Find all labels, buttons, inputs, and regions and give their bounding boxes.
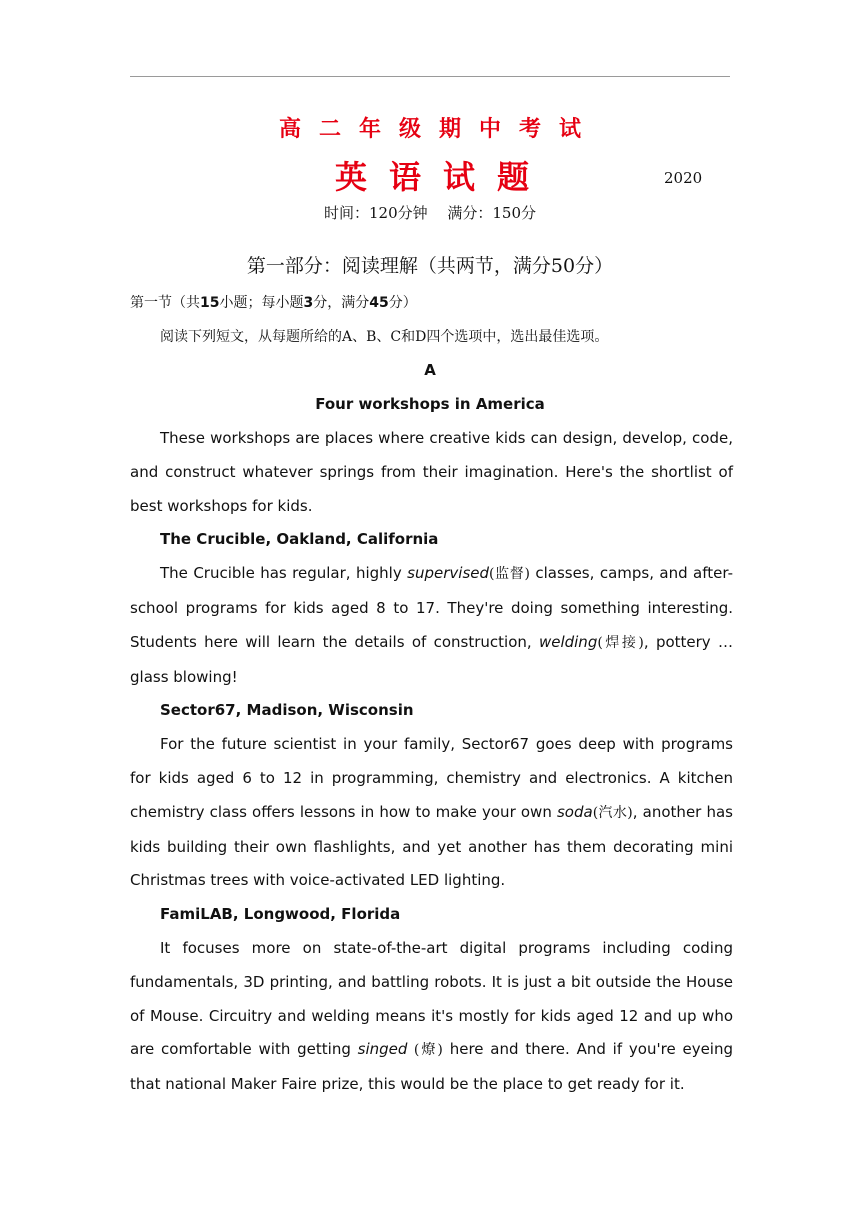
exam-time-info: 时间：120分钟 满分：150分 [323, 204, 537, 222]
workshop-name: FamiLAB, Longwood, Florida [160, 905, 401, 924]
passage-title: Four workshops in America [315, 395, 545, 413]
section1-count: 15 [200, 295, 220, 311]
italic-term: soda [556, 802, 593, 821]
part1-heading: 第一部分：阅读理解（共两节，满分50分） [246, 255, 614, 277]
italic-term: singed [357, 1040, 408, 1059]
section1-mid2: 分，满分 [313, 295, 370, 311]
text-run: For the future scientist in your family, Sector67 goes deep with programs for kids aged 6 to 12 in programming, chemistry and electronics. A kitchen chemistry class offers lessons in how to make your own [130, 735, 733, 821]
workshop-name: Sector67, Madison, Wisconsin [160, 701, 414, 720]
text-run: , pottery … glass blowing! [130, 632, 733, 686]
exam-subject: 英语试题 [335, 158, 552, 196]
instruction: 阅读下列短文，从每题所给的A、B、C和D四个选项中，选出最佳选项。 [160, 329, 609, 345]
section1-suffix: 分） [388, 295, 417, 311]
workshop-name: The Crucible, Oakland, California [160, 530, 439, 549]
chinese-gloss: (监督) [489, 566, 530, 583]
header-rule [130, 76, 730, 77]
workshop-description [130, 557, 733, 694]
text-run: , another has kids building their own flashlights, and yet another has them decorating mini Christmas trees with voice-activated LED lighting. [130, 802, 733, 890]
workshop-description [130, 728, 733, 898]
passage-body [130, 422, 733, 1102]
text-run: The Crucible has regular, highly [160, 564, 408, 583]
workshop-description [130, 932, 733, 1102]
passage-letter: A [424, 361, 436, 379]
passage-intro: These workshops are places where creative kids can design, develop, code, and construct whatever springs from their imagination. Here's the shortlist of best workshops for kids. [130, 429, 733, 515]
section1-heading [130, 292, 417, 312]
chinese-gloss: (焊接) [597, 634, 644, 651]
text-run: here and there. And if you're eyeing that national Maker Faire prize, this would be the place to get ready for it. [130, 1040, 734, 1094]
italic-term: supervised [407, 564, 490, 583]
exam-title: 高二年级期中考试 [278, 116, 599, 142]
italic-term: welding [538, 632, 598, 651]
exam-year: 2020 [664, 169, 703, 187]
section1-prefix: 第一节（共 [130, 295, 200, 311]
chinese-gloss: (汽水) [592, 804, 633, 821]
section1-total: 45 [369, 295, 389, 311]
text-run: It focuses more on state-of-the-art digital programs including coding fundamentals, 3D printing, and battling robots. It is just a bit outside the House of Mouse. Circuitry and welding means it's mostly for kids aged 12 and up who are comfortable with getting [130, 938, 733, 1059]
section1-each: 3 [303, 295, 314, 311]
chinese-gloss: (燎) [407, 1042, 443, 1059]
text-run: classes, camps, and after-school programs for kids aged 8 to 17. They're doing something interesting. Students here will learn the details of construction, [130, 564, 733, 651]
section1-mid1: 小题；每小题 [219, 295, 304, 311]
